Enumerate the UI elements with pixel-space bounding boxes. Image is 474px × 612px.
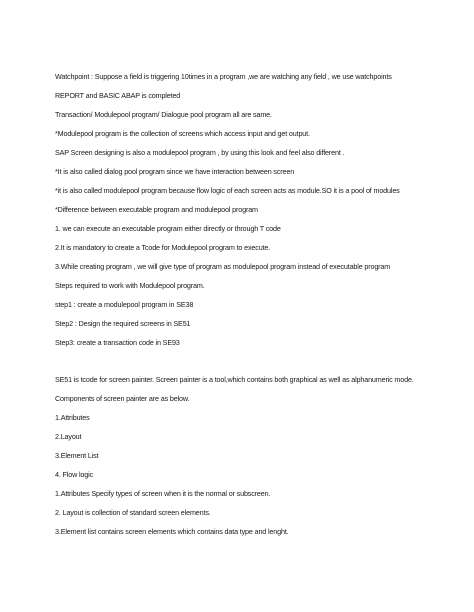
paragraph-attributes-desc: 1.Attributes Specify types of screen when it is the normal or subscreen. <box>55 489 271 498</box>
paragraph-element-list-desc: 3.Element list contains screen elements which contains data type and lenght. <box>55 527 289 536</box>
paragraph-step-3: Step3: create a transaction code in SE93 <box>55 338 180 347</box>
paragraph-step-1: step1 : create a modulepool program in SE38 <box>55 300 194 309</box>
paragraph-screen-designing: SAP Screen designing is also a modulepool program , by using this look and feel also different . <box>55 148 345 157</box>
document-body <box>55 72 425 546</box>
paragraph-pool-of-modules: *it is also called modulepool program because flow logic of each screen acts as module.SO it is a pool of modules <box>55 186 400 195</box>
paragraph-modulepool-definition: *Modulepool program is the collection of screens which access input and get output. <box>55 129 310 138</box>
paragraph-report-complete: REPORT and BASIC ABAP is completed <box>55 91 181 100</box>
paragraph-component-element-list: 3.Element List <box>55 451 99 460</box>
paragraph-watchpoint: Watchpoint : Suppose a field is triggering 10times in a program ,we are watching any field , we use watchpoints <box>55 72 392 81</box>
paragraph-layout-desc: 2. Layout is collection of standard screen elements. <box>55 508 211 517</box>
paragraph-component-layout: 2.Layout <box>55 432 82 441</box>
paragraph-component-attributes: 1.Attributes <box>55 413 90 422</box>
paragraph-dialog-pool: *It is also called dialog pool program since we have interaction between screen <box>55 167 295 176</box>
paragraph-se51-screen-painter: SE51 is tcode for screen painter. Screen painter is a tool,which contains both graphical as well as alphanumeric mode. <box>55 375 414 384</box>
paragraph-transaction: Transaction/ Modulepool program/ Dialogue pool program all are same. <box>55 110 272 119</box>
paragraph-difference-heading: *Difference between executable program and modulepool program <box>55 205 258 214</box>
paragraph-component-flow-logic: 4. Flow logic <box>55 470 93 479</box>
paragraph-difference-2: 2.It is mandatory to create a Tcode for Modulepool program to execute. <box>55 243 271 252</box>
paragraph-components-heading: Components of screen painter are as below. <box>55 394 190 403</box>
paragraph-difference-3: 3.While creating program , we will give type of program as modulepool program instead of executable program <box>55 262 391 271</box>
paragraph-difference-1: 1. we can execute an executable program either directly or through T code <box>55 224 281 233</box>
paragraph-steps-heading: Steps required to work with Modulepool program. <box>55 281 205 290</box>
paragraph-step-2: Step2 : Design the required screens in SE51 <box>55 319 191 328</box>
section-spacer <box>55 357 425 375</box>
